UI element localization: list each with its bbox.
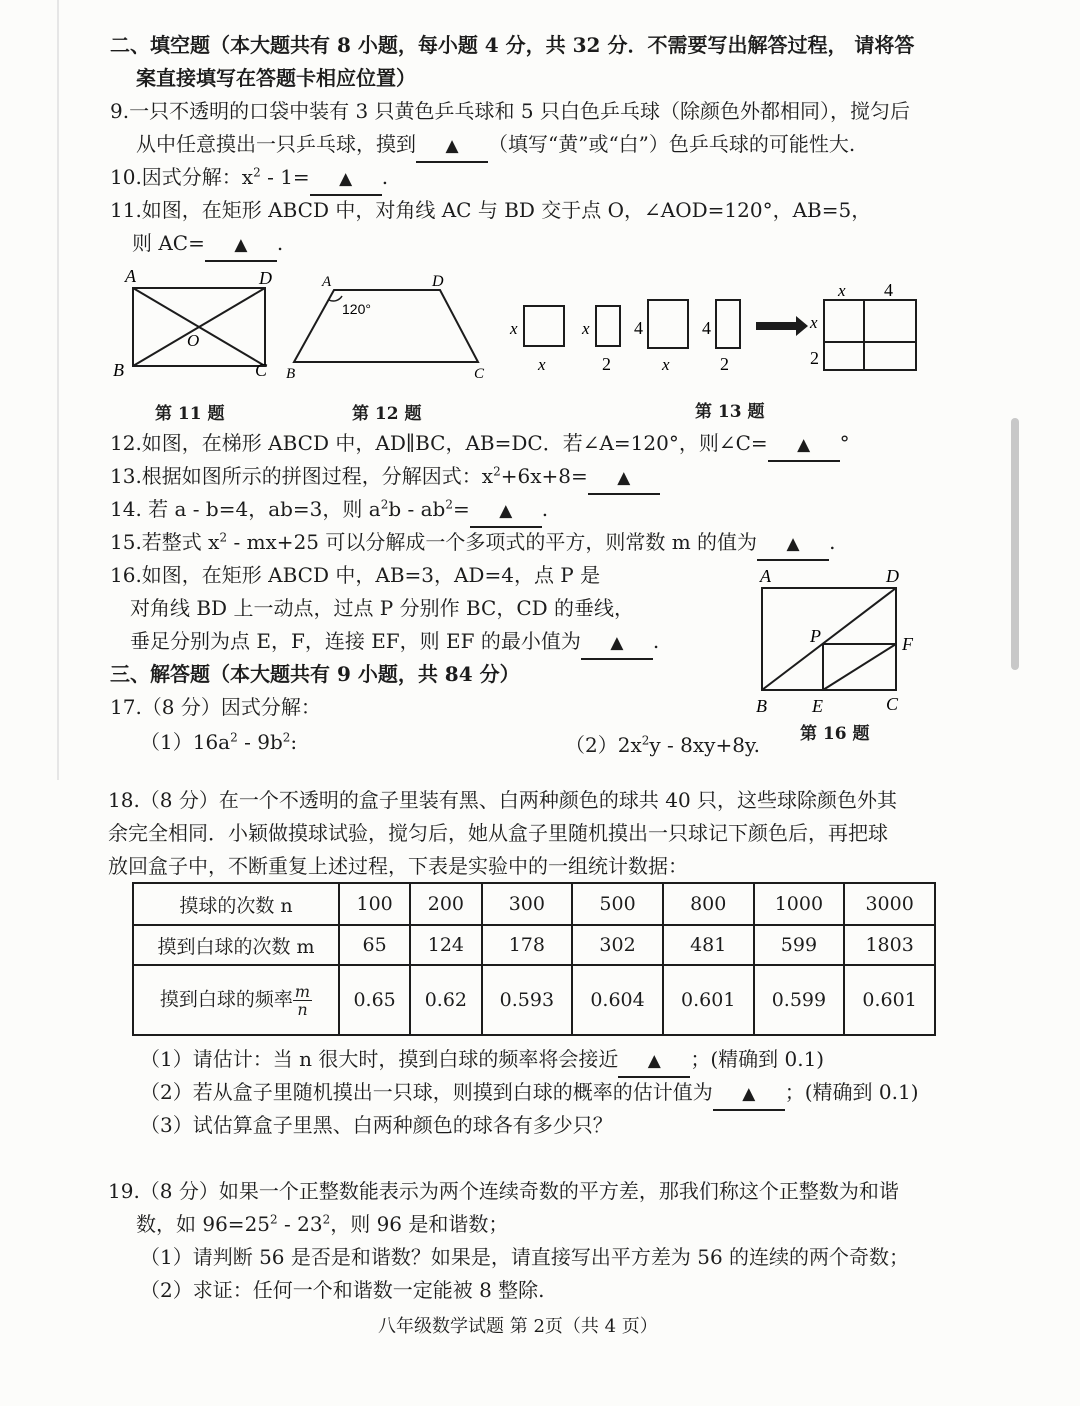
fig13-caption: 第 13 题 xyxy=(695,402,765,422)
q15 xyxy=(110,527,835,561)
table-cell: 0.62 xyxy=(410,965,481,1035)
fig16-label-E: E xyxy=(812,696,823,716)
fig13-left-x: x xyxy=(810,313,818,332)
table-cell: 100 xyxy=(339,883,410,925)
fig12-label-D: D xyxy=(432,273,444,290)
fig13-x3: x xyxy=(582,319,590,338)
section3-heading: 三、解答题（本大题共有 9 小题，共 84 分） xyxy=(110,662,520,686)
fig16-label-A: A xyxy=(760,566,771,586)
q10-suffix: - 1= xyxy=(260,165,310,189)
table-cell: 481 xyxy=(663,925,754,965)
triangle-icon: ▲ xyxy=(742,1084,756,1104)
triangle-icon: ▲ xyxy=(786,534,800,554)
q10-exponent: 2 xyxy=(253,165,261,180)
triangle-icon: ▲ xyxy=(445,136,459,156)
q16-answer-blank[interactable] xyxy=(581,626,653,660)
arrow-right-icon xyxy=(756,316,808,336)
q18-sub1-answer-blank[interactable] xyxy=(618,1044,690,1078)
q16-end: . xyxy=(652,629,660,653)
fig16-label-B: B xyxy=(756,696,767,716)
q11-answer-blank[interactable] xyxy=(205,228,277,262)
fig12-caption: 第 12 题 xyxy=(352,404,422,424)
table-cell: 0.599 xyxy=(754,965,845,1035)
q17-part2 xyxy=(565,730,760,760)
fig16-label-D: D xyxy=(886,566,899,586)
fig11-label-O: O xyxy=(187,331,200,350)
q14-exp2: 2 xyxy=(445,497,453,512)
q17-p1-a: （1）16a xyxy=(140,730,231,754)
q15-text-b: - mx+25 可以分解成一个多项式的平方，则常数 m 的值为 xyxy=(227,530,758,554)
fig12-label-A: A xyxy=(322,274,332,290)
table-cell: 1000 xyxy=(754,883,845,925)
q9-text-a: 从中任意摸出一只乒乓球，摸到 xyxy=(136,132,416,156)
figure-11-rectangle xyxy=(105,262,285,387)
fig11-caption: 第 11 题 xyxy=(155,404,225,424)
q9-line1: 9.一只不透明的口袋中装有 3 只黄色乒乓球和 5 只白色乒乓球（除颜色外都相同），搅匀后 xyxy=(110,99,910,123)
q19-sub1: （1）请判断 56 是否是和谐数？如果是，请直接写出平方差为 56 的连续的两个奇数； xyxy=(140,1245,910,1269)
q12-text: 12.如图，在梯形 ABCD 中，AD∥BC，AB=DC．若∠A=120°，则∠C= xyxy=(110,431,768,455)
q17-p2-a: （2）2x xyxy=(565,733,642,757)
q15-text-a: 15.若整式 x xyxy=(110,530,220,554)
triangle-icon: ▲ xyxy=(234,235,248,255)
q14-end: . xyxy=(541,497,549,521)
section2-heading: 二、填空题（本大题共有 8 小题，每小题 4 分，共 32 分．不需要写出解答过程， 请将答 xyxy=(110,33,915,57)
fig13-top-x: x xyxy=(838,281,846,300)
q18-sub2-note: ；(精确到 0.1) xyxy=(784,1080,919,1104)
q19-text-a: 数，如 96=25 xyxy=(136,1212,271,1236)
table-cell: 178 xyxy=(482,925,573,965)
table-row xyxy=(133,925,935,965)
fig16-caption: 第 16 题 xyxy=(800,724,870,744)
q19-sub2: （2）求证：任何一个和谐数一定能被 8 整除. xyxy=(140,1278,545,1302)
q17-p1-exp2: 2 xyxy=(282,730,291,745)
fig12-angle-label: 120° xyxy=(342,301,371,317)
table-cell: 500 xyxy=(572,883,663,925)
fig13-four1: 4 xyxy=(634,318,643,338)
q16-text: 垂足分别为点 E，F，连接 EF，则 EF 的最小值为 xyxy=(130,629,581,653)
fig12-label-B: B xyxy=(286,366,296,382)
table-cell: 0.593 xyxy=(482,965,573,1035)
q17-p2-b: y - 8xy+8y. xyxy=(649,733,760,757)
fig13-top-4: 4 xyxy=(884,280,893,300)
fig13-x1: x xyxy=(510,319,518,338)
q16-line1: 16.如图，在矩形 ABCD 中，AB=3，AD=4，点 P 是 xyxy=(110,563,601,587)
page-footer: 八年级数学试题 第 2页（共 4 页） xyxy=(378,1316,658,1337)
q17-p1-c: : xyxy=(290,730,298,754)
q9-answer-blank[interactable] xyxy=(416,129,488,163)
fig16-label-P: P xyxy=(810,626,821,646)
q14-text-c: = xyxy=(453,497,470,521)
table-header-m: 摸到白球的次数 m xyxy=(133,925,339,965)
q12 xyxy=(110,428,850,462)
triangle-icon: ▲ xyxy=(339,169,353,189)
q14-exp1: 2 xyxy=(380,497,389,512)
q19-text-b: - 23 xyxy=(277,1212,323,1236)
q19-text-c: ，则 96 是和谐数； xyxy=(330,1212,509,1236)
fig16-label-C: C xyxy=(886,694,899,714)
table-row xyxy=(133,883,935,925)
q18-line3: 放回盒子中，不断重复上述过程，下表是实验中的一组统计数据： xyxy=(108,854,688,878)
q14-text-b: b - ab xyxy=(388,497,446,521)
q18-sub1 xyxy=(140,1044,824,1078)
fig13-x4: x xyxy=(662,355,670,374)
q13-suffix: +6x+8= xyxy=(500,464,588,488)
scrollbar[interactable] xyxy=(1011,418,1019,670)
q18-line2: 余完全相同．小颖做摸球试验，搅匀后，她从盒子里随机摸出一只球记下颜色后，再把球 xyxy=(108,821,888,845)
q18-sub3: （3）试估算盒子里黑、白两种颜色的球各有多少只？ xyxy=(140,1113,613,1137)
fig13-x2: x xyxy=(538,355,546,374)
table-cell: 65 xyxy=(339,925,410,965)
q14-answer-blank[interactable] xyxy=(470,494,542,528)
q11-line1: 11.如图，在矩形 ABCD 中，对角线 AC 与 BD 交于点 O，∠AOD=120°，AB=5， xyxy=(110,198,872,222)
fig13-two2: 2 xyxy=(720,354,729,374)
fig11-label-C: C xyxy=(255,360,268,380)
q9-line2 xyxy=(136,129,855,163)
q18-sub2-text: （2）若从盒子里随机摸出一只球，则摸到白球的概率的估计值为 xyxy=(140,1080,713,1104)
table-cell: 800 xyxy=(663,883,754,925)
fraction-m-over-n xyxy=(293,983,312,1018)
fig13-four2: 4 xyxy=(702,318,711,338)
table-cell: 0.604 xyxy=(572,965,663,1035)
q18-sub2 xyxy=(140,1077,919,1111)
fig11-label-B: B xyxy=(113,360,124,380)
q19-line2 xyxy=(136,1209,508,1239)
fig11-label-A: A xyxy=(125,266,136,286)
q12-answer-blank[interactable] xyxy=(768,428,840,462)
q19-line1: 19.（8 分）如果一个正整数能表示为两个连续奇数的平方差，那我们称这个正整数为和谐 xyxy=(108,1179,899,1203)
q13-answer-blank[interactable] xyxy=(588,461,660,495)
q17-p1-b: - 9b xyxy=(237,730,283,754)
q10-answer-blank[interactable] xyxy=(310,162,382,196)
q13-exponent: 2 xyxy=(493,464,501,479)
q17-title: 17.（8 分）因式分解： xyxy=(110,695,321,719)
q16-line3 xyxy=(130,626,659,660)
table-cell: 0.65 xyxy=(339,965,410,1035)
table-row xyxy=(133,965,935,1035)
figure-12-trapezoid xyxy=(282,266,492,384)
q18-sub1-text: （1）请估计：当 n 很大时，摸到白球的频率将会接近 xyxy=(140,1047,619,1071)
q14-text-a: 14. 若 a - b=4，ab=3，则 a xyxy=(110,497,381,521)
q18-sub2-answer-blank[interactable] xyxy=(713,1077,785,1111)
figure-13-tiling xyxy=(500,278,930,383)
triangle-icon: ▲ xyxy=(610,633,624,653)
fraction-numerator: m xyxy=(294,981,311,1001)
q19-exp1: 2 xyxy=(270,1212,278,1227)
fraction-denominator: n xyxy=(297,999,308,1019)
q9-text-b: （填写“黄”或“白”）色乒乓球的可能性大. xyxy=(488,132,856,156)
q16-line2: 对角线 BD 上一动点，过点 P 分别作 BC，CD 的垂线， xyxy=(130,596,635,620)
page-edge-shadow xyxy=(57,0,59,780)
freq-label: 摸到白球的频率 xyxy=(159,988,293,1010)
q17-p2-exp1: 2 xyxy=(641,733,650,748)
table-cell: 302 xyxy=(572,925,663,965)
q11-line2 xyxy=(132,228,283,262)
q19-exp2: 2 xyxy=(322,1212,331,1227)
q12-end: ° xyxy=(839,431,850,455)
table-cell: 0.601 xyxy=(844,965,935,1035)
table-cell: 124 xyxy=(410,925,481,965)
triangle-icon: ▲ xyxy=(499,501,513,521)
q13 xyxy=(110,461,660,495)
fig13-two1: 2 xyxy=(602,354,611,374)
q15-exp1: 2 xyxy=(219,530,228,545)
fig12-label-C: C xyxy=(474,366,485,382)
fig11-label-D: D xyxy=(259,268,272,288)
q18-line1: 18.（8 分）在一个不透明的盒子里装有黑、白两种颜色的球共 40 只，这些球除颜色外其 xyxy=(108,788,898,812)
figure-16-rectangle xyxy=(752,562,922,722)
table-cell: 300 xyxy=(482,883,573,925)
q14 xyxy=(110,494,548,528)
q11-end: . xyxy=(276,231,284,255)
table-cell: 3000 xyxy=(844,883,935,925)
q11-text: 则 AC= xyxy=(132,231,205,255)
triangle-icon: ▲ xyxy=(647,1051,661,1071)
q17-p1-exp1: 2 xyxy=(230,730,238,745)
fig13-left-2: 2 xyxy=(810,348,819,368)
table-cell: 1803 xyxy=(844,925,935,965)
q10 xyxy=(110,162,388,196)
q18-stats-table xyxy=(132,882,936,1036)
q17-part1 xyxy=(140,727,297,757)
table-cell: 599 xyxy=(754,925,845,965)
q10-end: . xyxy=(381,165,389,189)
table-cell: 0.601 xyxy=(663,965,754,1035)
q18-sub1-note: ；(精确到 0.1) xyxy=(690,1047,825,1071)
table-header-n: 摸球的次数 n xyxy=(133,883,339,925)
q10-prefix: 10.因式分解：x xyxy=(110,165,254,189)
table-header-freq xyxy=(133,965,339,1035)
triangle-icon: ▲ xyxy=(617,468,631,488)
triangle-icon: ▲ xyxy=(797,435,811,455)
q15-answer-blank[interactable] xyxy=(757,527,829,561)
section2-heading-cont: 案直接填写在答题卡相应位置） xyxy=(136,66,416,90)
table-cell: 200 xyxy=(410,883,481,925)
fig16-label-F: F xyxy=(902,634,913,654)
q15-end: . xyxy=(829,530,836,554)
q13-prefix: 13.根据如图所示的拼图过程，分解因式：x xyxy=(110,464,494,488)
